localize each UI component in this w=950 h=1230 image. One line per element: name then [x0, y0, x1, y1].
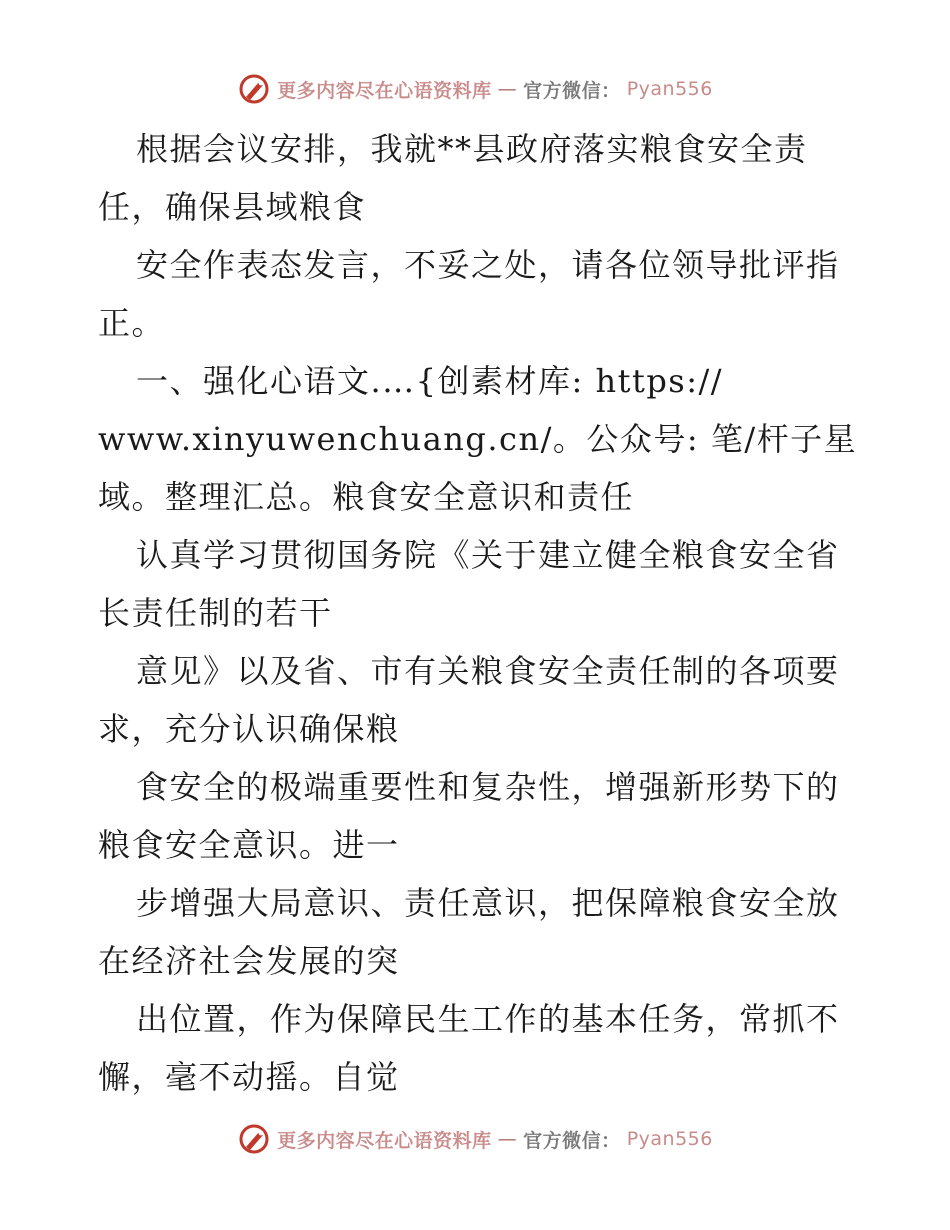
text-line: 步增强大局意识、责任意识，把保障粮食安全放 — [136, 884, 840, 922]
watermark-official-label: 官方微信： — [523, 1129, 621, 1152]
pen-logo-icon — [237, 72, 271, 106]
text-line: 长责任制的若干 — [98, 594, 333, 632]
watermark-separator: — — [497, 78, 518, 100]
text-line: 正。 — [98, 304, 166, 342]
text-line: www.xinyuwenchuang.cn/。公众号: 笔/杆子星 — [98, 420, 858, 458]
text-line: 求，充分认识确保粮 — [98, 710, 400, 748]
watermark-wechat-id: Pyan556 — [626, 1128, 713, 1150]
text-line: 根据会议安排，我就**县政府落实粮食安全责 — [136, 130, 808, 168]
document-body — [98, 120, 858, 1106]
watermark-brand: 更多内容尽在心语资料库 — [277, 79, 492, 102]
text-line: 安全作表态发言，不妥之处，请各位领导批评指 — [136, 246, 840, 284]
watermark-wechat-id: Pyan556 — [626, 78, 713, 100]
text-line: 认真学习贯彻国务院《关于建立健全粮食安全省 — [136, 536, 840, 574]
text-line: 在经济社会发展的突 — [98, 942, 400, 980]
pen-logo-icon — [237, 1122, 271, 1156]
text-line: 懈，毫不动摇。自觉 — [98, 1058, 400, 1096]
text-line: 粮食安全意识。进一 — [98, 826, 400, 864]
footer-watermark — [0, 1122, 950, 1156]
text-line: 任，确保县域粮食 — [98, 188, 367, 226]
watermark-official-label: 官方微信： — [523, 79, 621, 102]
text-line: 出位置，作为保障民生工作的基本任务，常抓不 — [136, 1000, 840, 1038]
header-watermark — [0, 72, 950, 106]
watermark-separator: — — [497, 1128, 518, 1150]
watermark-brand: 更多内容尽在心语资料库 — [277, 1129, 492, 1152]
text-line: 域。整理汇总。粮食安全意识和责任 — [98, 478, 635, 516]
text-line: 一、强化心语文.…{创素材库: https:// — [136, 362, 724, 400]
text-line: 食安全的极端重要性和复杂性，增强新形势下的 — [136, 768, 840, 806]
text-line: 意见》以及省、市有关粮食安全责任制的各项要 — [136, 652, 840, 690]
